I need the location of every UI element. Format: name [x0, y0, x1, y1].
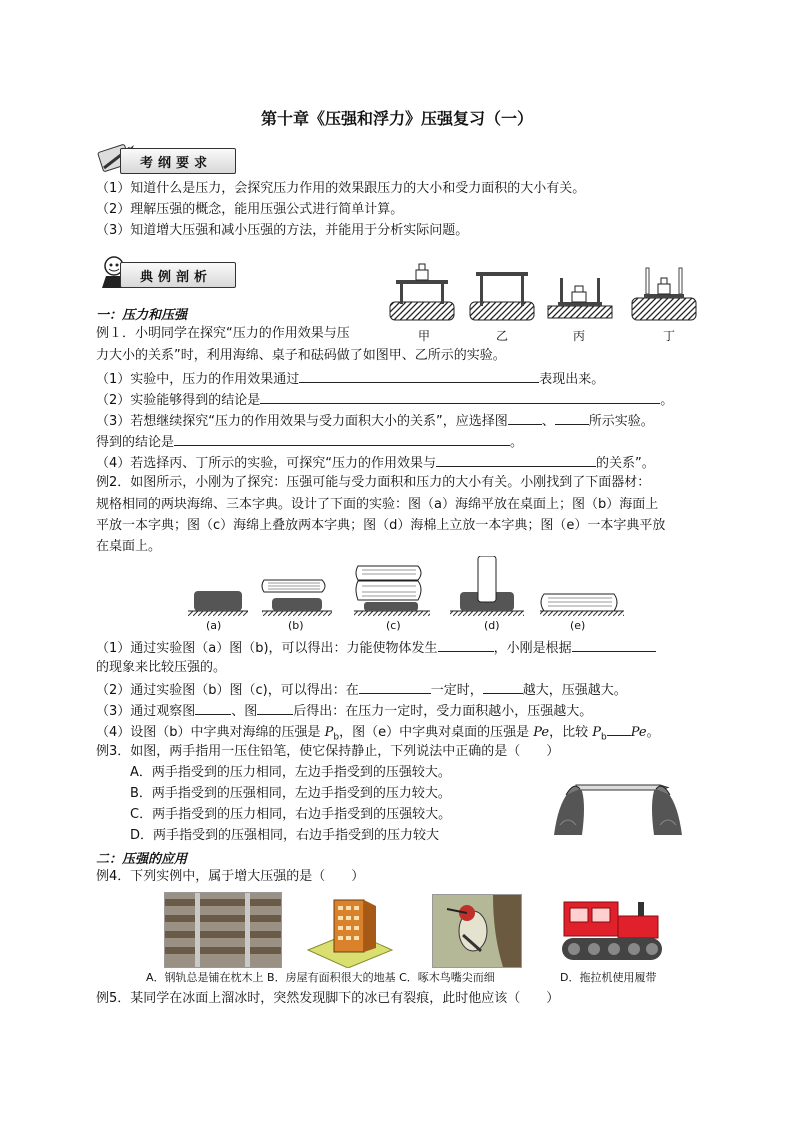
setup-d: [460, 556, 514, 611]
ex2-q2: （2）通过实验图（b）图（c)，可以得出：在 一定时， 越大，压强越大。: [96, 680, 627, 700]
syllabus-banner-label: 考纲要求: [140, 156, 213, 171]
setup-b: [262, 580, 325, 611]
syllabus-banner: [96, 142, 236, 176]
figure-label-jia: 甲: [418, 329, 431, 343]
ex2-line2: 规格相同的两块海绵、三本字典。设计了下面的实验：图（a）海绵平放在桌面上；图（b）海面上: [96, 497, 659, 512]
ex5-stem: 例5．某同学在冰面上溜冰时，突然发现脚下的冰已有裂痕，此时他应该（ ）: [96, 991, 560, 1006]
ex1-q2: （2）实验能够得到的结论是 。: [96, 390, 673, 410]
figure-bing: [548, 278, 612, 318]
sponge-dictionary-figure: [188, 556, 628, 628]
rail-sleeper-photo[interactable]: [164, 892, 282, 968]
ex1-q1-blank[interactable]: [299, 369, 539, 383]
page-title: 第十章《压强和浮力》压强复习（一）: [260, 109, 533, 128]
ex2-line3: 平放一本字典；图（c）海绵上叠放两本字典；图（d）海棉上立放一本字典；图（e）一本字典平放: [96, 518, 666, 533]
ex4-captions-abc: A．钢轨总是铺在枕木上 B．房屋有面积很大的地基 C．啄木鸟嘴尖而细: [146, 971, 495, 984]
setup-c: [356, 566, 421, 611]
ex1-q3-blank-2[interactable]: [555, 411, 589, 425]
figure-ding: [632, 268, 696, 320]
ex2-q4-blank[interactable]: [607, 722, 631, 736]
ex3-option-c[interactable]: C．两手指受到的压力相同，右边手指受到的压强较大。: [130, 807, 452, 822]
figure-label-yi: 乙: [496, 329, 509, 343]
ex2-q1-cont: 的现象来比较压强的。: [96, 660, 227, 675]
requirement-1: （1）知道什么是压力，会探究压力作用的效果跟压力的大小和受力面积的大小有关。: [96, 181, 586, 196]
ex2-q3-blank-1[interactable]: [195, 701, 231, 715]
ex2-q1-blank-1[interactable]: [438, 638, 494, 652]
ex1-q3: （3）若想继续探究“压力的作用效果与受力面积大小的关系”，应选择图 、 所示实验。: [96, 411, 654, 431]
fig2-label-c: (c): [386, 619, 401, 632]
ex3-stem: 例3．如图，两手指用一压住铅笔，使它保持静止，下列说法中正确的是（ ）: [96, 744, 560, 759]
tractor-photo[interactable]: [560, 892, 666, 968]
sponge-a: [194, 591, 242, 611]
section-heading-1: 一：压力和压强: [96, 308, 188, 323]
ex2-q3: （3）通过观察图 、图 后得出：在压力一定时，受力面积越小，压强越大。: [96, 701, 592, 721]
building-foundation-photo[interactable]: [304, 892, 394, 968]
examples-banner: [96, 256, 236, 290]
woodpecker-photo[interactable]: [432, 894, 522, 968]
fig2-label-a: (a): [206, 619, 222, 632]
ex3-option-a[interactable]: A．两手指受到的压力相同，左边手指受到的压强较大。: [130, 765, 451, 780]
setup-e: [541, 594, 617, 611]
woodpecker-icon: [433, 895, 521, 967]
figure-jia: [390, 264, 454, 320]
figure-label-ding: 丁: [663, 329, 676, 343]
ex1-q3-blank-3[interactable]: [174, 432, 510, 446]
railway-track-icon: [165, 893, 281, 967]
ex1-line1: 例１．小明同学在探究“压力的作用效果与压: [96, 326, 350, 341]
figure-label-bing: 丙: [573, 329, 586, 343]
ex3-option-d[interactable]: D．两手指受到的压强相同，右边手指受到的压力较大: [130, 828, 440, 843]
fig2-label-d: (d): [484, 619, 500, 632]
requirement-2: （2）理解压强的概念，能用压强公式进行简单计算。: [96, 202, 404, 217]
requirement-3: （3）知道增大压强和减小压强的方法，并能用于分析实际问题。: [96, 223, 469, 238]
tractor-icon: [560, 892, 666, 968]
ex2-q1: （1）通过实验图（a）图（b)，可以得出：力能使物体发生 ，小刚是根据: [96, 638, 656, 658]
ex3-option-b[interactable]: B．两手指受到的压强相同，左边手指受到的压力较大。: [130, 786, 451, 801]
ex2-q3-blank-2[interactable]: [257, 701, 293, 715]
section-heading-2: 二：压强的应用: [96, 852, 188, 867]
ground-lines: [188, 611, 624, 616]
ex1-line2: 力大小的关系”时，利用海绵、桌子和砝码做了如图甲、乙所示的实验。: [96, 348, 506, 363]
ex2-line1: 例2．如图所示，小刚为了探究：压强可能与受力面积和压力的大小有关。小刚找到了下面器材：: [96, 475, 651, 490]
fig2-label-b: (b): [288, 619, 304, 632]
figure-yi: [470, 272, 534, 320]
ex1-q3-blank-1[interactable]: [508, 411, 542, 425]
fig2-label-e: (e): [570, 619, 586, 632]
ex1-q4-blank[interactable]: [436, 453, 596, 467]
ex4-caption-d: D．拖拉机使用履带: [560, 971, 657, 984]
ex2-q2-blank-2[interactable]: [483, 680, 523, 694]
ex4-stem: 例4．下列实例中，属于增大压强的是（ ）: [96, 869, 365, 884]
ex1-q3-conclusion: 得到的结论是 。: [96, 432, 523, 452]
ex2-line4: 在桌面上。: [96, 539, 162, 554]
ex1-q4: （4）若选择丙、丁所示的实验，可探究“压力的作用效果与 的关系”。: [96, 453, 655, 473]
ex2-q1-blank-2[interactable]: [572, 638, 656, 652]
ex2-q4: （4）设图（b）中字典对海绵的压强是 $P_b$，图（e）中字典对桌面的压强是 Pe，比较 $P_b$ Pe。: [96, 722, 660, 747]
ex1-q2-blank[interactable]: [260, 390, 660, 404]
pencil-fingers-image: [548, 765, 688, 837]
ex2-q2-blank-1[interactable]: [359, 680, 431, 694]
examples-banner-label: 典例剖析: [140, 270, 213, 285]
ex1-q1: （1）实验中，压力的作用效果通过 表现出来。: [96, 369, 604, 389]
building-icon: [304, 892, 394, 968]
